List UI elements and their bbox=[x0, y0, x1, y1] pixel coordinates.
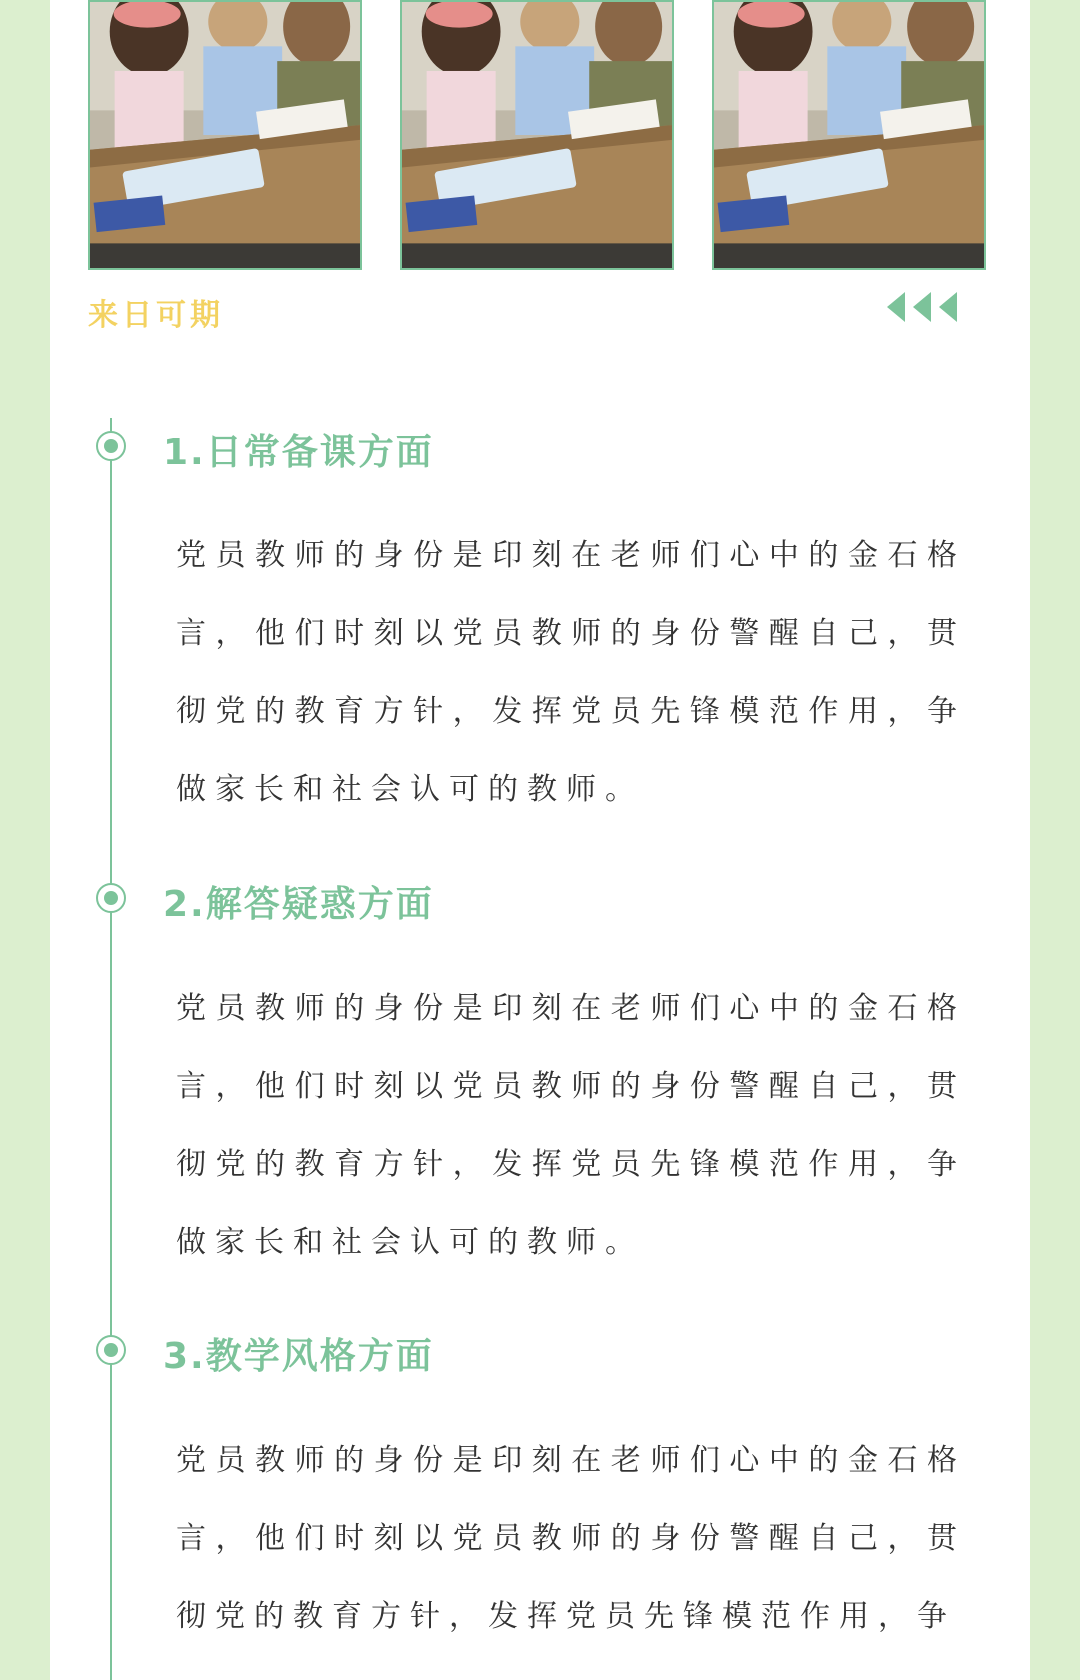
timeline-node-icon bbox=[95, 430, 127, 462]
classroom-photo[interactable] bbox=[88, 0, 362, 270]
timeline-node-icon bbox=[95, 882, 127, 914]
section-title: 2.解答疑惑方面 bbox=[163, 884, 434, 925]
section-title: 3.教学风格方面 bbox=[163, 1336, 434, 1377]
photo-illustration bbox=[714, 2, 984, 268]
classroom-photo[interactable] bbox=[712, 0, 986, 270]
classroom-photo[interactable] bbox=[400, 0, 674, 270]
content-card bbox=[50, 0, 1030, 1680]
photo-illustration bbox=[402, 2, 672, 268]
timeline-line bbox=[110, 418, 112, 1680]
section-title: 1.日常备课方面 bbox=[163, 432, 434, 473]
tagline: 来日可期 bbox=[88, 298, 224, 333]
section-body: 党员教师的身份是印刻在老师们心中的金石格言，他们时刻以党员教师的身份警醒自己，贯彻党的教育方针，发挥党员先锋模范作用，争做家长和社会认可的教师。 bbox=[176, 991, 966, 1260]
section-body: 党员教师的身份是印刻在老师们心中的金石格言，他们时刻以党员教师的身份警醒自己，贯彻党的教育方针，发挥党员先锋模范作用，争 bbox=[176, 1443, 966, 1634]
section-body: 党员教师的身份是印刻在老师们心中的金石格言，他们时刻以党员教师的身份警醒自己，贯彻党的教育方针，发挥党员先锋模范作用，争做家长和社会认可的教师。 bbox=[176, 538, 966, 807]
photo-illustration bbox=[90, 2, 360, 268]
triple-left-arrow-icon[interactable] bbox=[885, 290, 965, 324]
timeline-node-icon bbox=[95, 1334, 127, 1366]
